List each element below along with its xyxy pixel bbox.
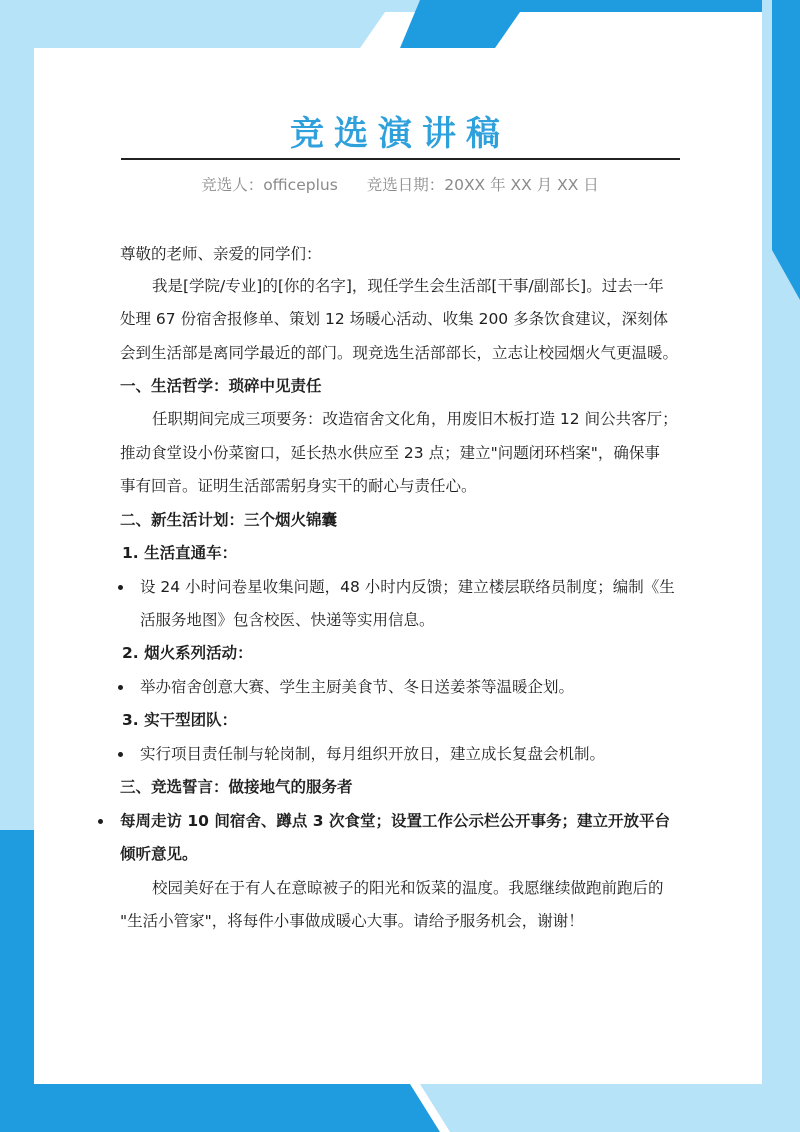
plan-3-title: 3. 实干型团队： bbox=[122, 711, 238, 729]
section-1-heading: 一、生活哲学：琐碎中见责任 bbox=[120, 377, 322, 395]
pledge-line-1: 每周走访 10 间宿舍、蹲点 3 次食堂；设置工作公示栏公开事务；建立开放平台 bbox=[120, 812, 670, 830]
plan-1-title: 1. 生活直通车： bbox=[122, 544, 238, 562]
document-title: 竞选演讲稿 bbox=[290, 114, 510, 154]
section-2-heading: 二、新生活计划：三个烟火锦囊 bbox=[120, 511, 338, 529]
plan-2-title: 2. 烟火系列活动： bbox=[122, 644, 253, 662]
closing-line-2: "生活小管家"，将每件小事做成暖心大事。请给予服务机会，谢谢！ bbox=[120, 912, 584, 930]
title-divider bbox=[121, 158, 680, 160]
pledge-line-2: 倾听意见。 bbox=[120, 845, 198, 863]
candidate-label: 竞选人：officeplus bbox=[201, 176, 338, 194]
plan-1-line-2: 活服务地图》包含校医、快递等实用信息。 bbox=[140, 611, 435, 629]
bullet-icon bbox=[118, 585, 123, 590]
section-1-line-2: 推动食堂设小份菜窗口，延长热水供应至 23 点；建立"问题闭环档案"，确保事 bbox=[120, 444, 660, 462]
intro-line-3: 会到生活部是离同学最近的部门。现竞选生活部部长，立志让校园烟火气更温暖。 bbox=[120, 344, 679, 362]
greeting: 尊敬的老师、亲爱的同学们： bbox=[120, 245, 322, 263]
plan-2-line-1: 举办宿舍创意大赛、学生主厨美食节、冬日送姜茶等温暖企划。 bbox=[140, 678, 575, 696]
section-3-heading: 三、竞选誓言：做接地气的服务者 bbox=[120, 778, 353, 796]
bullet-icon bbox=[118, 752, 123, 757]
plan-1-line-1: 设 24 小时问卷星收集问题，48 小时内反馈；建立楼层联络员制度；编制《生 bbox=[140, 578, 675, 596]
section-1-line-3: 事有回音。证明生活部需躬身实干的耐心与责任心。 bbox=[120, 477, 477, 495]
section-1-line-1: 任职期间完成三项要务：改造宿舍文化角，用废旧木板打造 12 间公共客厅； bbox=[152, 410, 678, 428]
closing-line-1: 校园美好在于有人在意晾被子的阳光和饭菜的温度。我愿继续做跑前跑后的 bbox=[152, 879, 664, 897]
bullet-icon bbox=[98, 819, 103, 824]
bullet-icon bbox=[118, 685, 123, 690]
intro-line-1: 我是[学院/专业]的[你的名字]，现任学生会生活部[干事/副部长]。过去一年 bbox=[152, 277, 664, 295]
intro-line-2: 处理 67 份宿舍报修单、策划 12 场暖心活动、收集 200 多条饮食建议，深刻体 bbox=[120, 310, 669, 328]
date-label: 竞选日期：20XX 年 XX 月 XX 日 bbox=[366, 176, 599, 194]
plan-3-line-1: 实行项目责任制与轮岗制，每月组织开放日，建立成长复盘会机制。 bbox=[140, 745, 606, 763]
meta-line bbox=[0, 173, 800, 195]
